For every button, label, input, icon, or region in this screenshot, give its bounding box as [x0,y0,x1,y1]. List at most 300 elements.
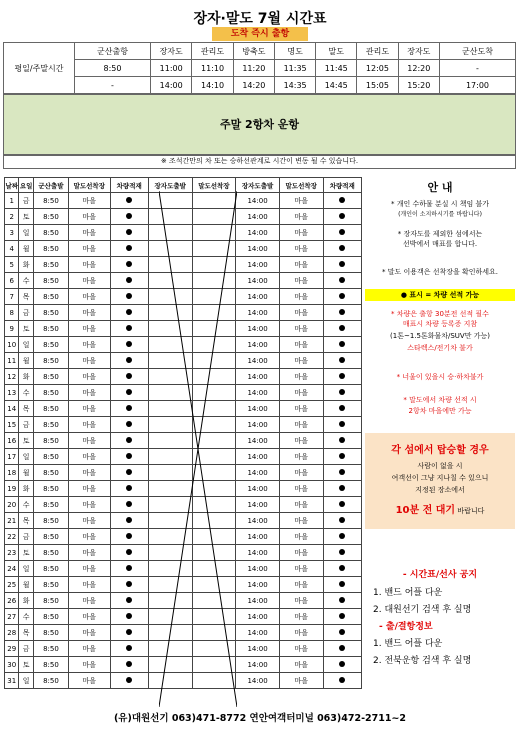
schedule-cell: 토 [19,209,33,225]
schedule-cell: 토 [19,321,33,337]
schedule-cell: 토 [19,545,33,561]
header-cell: 방축도 [233,43,274,60]
vehicle-dot-icon [126,293,132,299]
vehicle-dot-cell [323,209,361,225]
row-label: 평일/주말시간 [4,43,75,94]
schedule-cell: 14:00 [236,209,280,225]
schedule-cell: 14:00 [236,417,280,433]
schedule-cell: 월 [19,577,33,593]
vehicle-dot-cell [110,337,148,353]
schedule-cell: 목 [19,289,33,305]
schedule-cell: 15 [5,417,19,433]
time-cell: 15:05 [357,77,398,94]
schedule-cell: 14:00 [236,257,280,273]
schedule-cell: 14:00 [236,449,280,465]
schedule-cell: 마을 [69,529,111,545]
schedule-cell: 마을 [69,225,111,241]
schedule-cell: 14:00 [236,369,280,385]
info-line: 2항차 마을에만 가능 [408,407,472,415]
col-header: 차량적재 [323,178,361,193]
schedule-cell: 마을 [69,593,111,609]
vehicle-dot-icon [126,581,132,587]
schedule-cell: 일 [19,561,33,577]
schedule-cell: 14 [5,401,19,417]
vehicle-dot-icon [126,453,132,459]
page-title: 장자·말도 7월 시간표 [193,11,327,27]
time-cell: 14:45 [316,77,357,94]
schedule-cell: 8:50 [33,497,68,513]
schedule-cell: 화 [19,369,33,385]
schedule-cell: 14:00 [236,337,280,353]
vehicle-dot-icon [126,437,132,443]
schedule-cell: 마을 [279,497,323,513]
schedule-cell: 8:50 [33,209,68,225]
schedule-cell: 8:50 [33,449,68,465]
vehicle-dot-icon [339,597,345,603]
vehicle-dot-cell [323,225,361,241]
schedule-cell: 금 [19,193,33,209]
schedule-cell: 14:00 [236,481,280,497]
schedule-cell: 8:50 [33,433,68,449]
schedule-cell: 14:00 [236,657,280,673]
schedule-cell: 마을 [69,273,111,289]
schedule-cell: 마을 [279,513,323,529]
vehicle-dot-icon [126,629,132,635]
schedule-cell: 14:00 [236,513,280,529]
vehicle-dot-icon [339,341,345,347]
schedule-cell: 8:50 [33,673,68,689]
notice-text: ※ 조석간만의 차 또는 승하선관계로 시간이 변동 될 수 있습니다. [3,154,516,169]
vehicle-dot-icon [126,613,132,619]
schedule-cell: 금 [19,305,33,321]
vehicle-dot-icon [339,261,345,267]
vehicle-dot-cell [323,369,361,385]
vehicle-dot-cell [323,401,361,417]
vehicle-dot-cell [110,673,148,689]
schedule-cell: 마을 [69,369,111,385]
vehicle-dot-icon [126,245,132,251]
vehicle-dot-cell [110,529,148,545]
vehicle-dot-cell [323,273,361,289]
header-cell: 장자도 [151,43,192,60]
info-line: 각 섬에서 탑승할 경우 [391,445,489,456]
vehicle-dot-icon [126,549,132,555]
time-cell: - [440,60,516,77]
schedule-cell: 14:00 [236,401,280,417]
schedule-cell: 마을 [69,337,111,353]
schedule-cell: 마을 [279,657,323,673]
schedule-cell: 마을 [279,369,323,385]
vehicle-dot-cell [323,193,361,209]
schedule-cell: 8:50 [33,481,68,497]
cross-out-lines [159,191,237,707]
vehicle-dot-cell [110,577,148,593]
vehicle-dot-cell [323,545,361,561]
schedule-cell: 마을 [279,673,323,689]
schedule-cell: 목 [19,513,33,529]
info-heading: 안 내 [427,181,453,194]
vehicle-dot-icon [126,485,132,491]
schedule-cell: 마을 [279,353,323,369]
vehicle-dot-cell [110,593,148,609]
vehicle-dot-cell [323,465,361,481]
schedule-cell: 7 [5,289,19,305]
vehicle-dot-icon [126,261,132,267]
vehicle-dot-cell [323,385,361,401]
vehicle-dot-icon [126,373,132,379]
vehicle-dot-icon [126,357,132,363]
vehicle-dot-icon [339,645,345,651]
vehicle-dot-icon [339,581,345,587]
schedule-cell: 8:50 [33,593,68,609]
schedule-cell: 마을 [279,577,323,593]
schedule-cell: 마을 [279,289,323,305]
info-line: 10분 전 대기 [395,505,456,516]
schedule-cell: 수 [19,273,33,289]
schedule-cell: 8 [5,305,19,321]
vehicle-dot-icon [339,453,345,459]
vehicle-dot-cell [110,545,148,561]
schedule-cell: 마을 [69,321,111,337]
col-header: 날짜 [5,178,19,193]
schedule-cell: 마을 [279,609,323,625]
schedule-cell: 마을 [69,673,111,689]
vehicle-dot-icon [126,645,132,651]
vehicle-dot-icon [339,469,345,475]
info-line: - 시간표/선사 공지 [402,570,478,580]
header-cell: 말도 [316,43,357,60]
info-line: * 말도에서 차량 선적 시 [403,396,477,404]
vehicle-dot-icon [126,501,132,507]
schedule-cell: 10 [5,337,19,353]
header-cell: 명도 [275,43,316,60]
schedule-cell: 8:50 [33,385,68,401]
schedule-cell: 목 [19,625,33,641]
header-cell: 군산도착 [440,43,516,60]
header-cell: 군산출항 [75,43,151,60]
schedule-cell: 19 [5,481,19,497]
schedule-cell: 마을 [69,209,111,225]
schedule-cell: 마을 [279,337,323,353]
vehicle-dot-icon [339,293,345,299]
vehicle-dot-cell [110,257,148,273]
info-line: 여객선이 그냥 지나칠 수 있으니 [391,474,489,482]
schedule-cell: 마을 [69,657,111,673]
vehicle-dot-icon [126,341,132,347]
vehicle-dot-cell [110,641,148,657]
schedule-cell: 14:00 [236,465,280,481]
vehicle-dot-cell [110,209,148,225]
time-cell: 11:10 [192,60,233,77]
vehicle-dot-cell [323,321,361,337]
schedule-cell: 14:00 [236,673,280,689]
col-header: 장자도출발 [148,178,192,193]
time-cell: 11:35 [275,60,316,77]
time-cell: 8:50 [75,60,151,77]
schedule-cell: 마을 [69,449,111,465]
schedule-cell: 마을 [279,625,323,641]
schedule-cell: 8:50 [33,321,68,337]
col-header: 말도선착장 [69,178,111,193]
schedule-cell: 14:00 [236,593,280,609]
schedule-cell: 일 [19,337,33,353]
vehicle-dot-cell [323,529,361,545]
info-line: * 개인 수하물 분실 시 책임 불가 [391,200,489,208]
schedule-cell: 9 [5,321,19,337]
schedule-cell: 6 [5,273,19,289]
vehicle-dot-icon [339,565,345,571]
vehicle-dot-cell [110,417,148,433]
time-cell: 14:20 [233,77,274,94]
schedule-cell: 8:50 [33,305,68,321]
vehicle-dot-icon [339,309,345,315]
schedule-cell: 2 [5,209,19,225]
vehicle-dot-icon [339,245,345,251]
schedule-cell: 마을 [279,529,323,545]
vehicle-dot-cell [110,241,148,257]
vehicle-dot-cell [323,673,361,689]
vehicle-dot-icon [126,677,132,683]
vehicle-dot-cell [110,225,148,241]
schedule-cell: 월 [19,241,33,257]
vehicle-dot-icon [339,389,345,395]
schedule-cell: 마을 [279,593,323,609]
schedule-cell: 26 [5,593,19,609]
vehicle-dot-cell [323,641,361,657]
info-line: 선박에서 매표를 합니다. [402,240,478,248]
schedule-cell: 8:50 [33,369,68,385]
schedule-cell: 8:50 [33,273,68,289]
vehicle-dot-cell [110,625,148,641]
schedule-cell: 금 [19,641,33,657]
schedule-cell: 31 [5,673,19,689]
col-header: 요일 [19,178,33,193]
info-line: 바랍니다 [457,507,485,515]
schedule-cell: 28 [5,625,19,641]
schedule-cell: 8:50 [33,609,68,625]
schedule-cell: 마을 [279,241,323,257]
vehicle-dot-cell [323,657,361,673]
schedule-cell: 마을 [69,385,111,401]
schedule-cell: 21 [5,513,19,529]
vehicle-dot-icon [126,389,132,395]
schedule-cell: 마을 [69,353,111,369]
schedule-cell: 8:50 [33,337,68,353]
vehicle-dot-icon [339,517,345,523]
vehicle-dot-cell [323,257,361,273]
info-line: (1톤~1.5톤화물차/SUV만 가능) [390,332,490,340]
schedule-cell: 토 [19,657,33,673]
schedule-cell: 화 [19,257,33,273]
schedule-cell: 13 [5,385,19,401]
info-line: * 장자도를 제외한 섬에서는 [397,230,483,238]
time-cell: 15:20 [398,77,439,94]
vehicle-dot-icon [339,549,345,555]
schedule-cell: 마을 [69,577,111,593]
schedule-cell: 마을 [69,433,111,449]
schedule-cell: 월 [19,353,33,369]
vehicle-dot-icon [126,309,132,315]
vehicle-dot-cell [323,289,361,305]
vehicle-dot-icon [339,677,345,683]
vehicle-dot-cell [110,321,148,337]
schedule-cell: 화 [19,593,33,609]
vehicle-dot-icon [126,405,132,411]
vehicle-dot-cell [110,289,148,305]
schedule-cell: 마을 [279,193,323,209]
info-line: 1. 밴드 어플 다운 [373,588,443,598]
vehicle-dot-icon [339,533,345,539]
vehicle-dot-cell [110,369,148,385]
vehicle-dot-icon [339,421,345,427]
schedule-cell: 14:00 [236,561,280,577]
col-header: 말도선착장 [192,178,236,193]
vehicle-dot-icon [339,629,345,635]
vehicle-dot-cell [110,449,148,465]
vehicle-dot-cell [323,337,361,353]
schedule-cell: 11 [5,353,19,369]
schedule-cell: 17 [5,449,19,465]
schedule-cell: 마을 [69,193,111,209]
header-cell: 관리도 [192,43,233,60]
vehicle-dot-icon [339,325,345,331]
schedule-cell: 마을 [69,513,111,529]
info-line: 지정된 장소에서 [415,486,465,494]
schedule-cell: 일 [19,673,33,689]
schedule-cell: 3 [5,225,19,241]
schedule-cell: 4 [5,241,19,257]
vehicle-dot-icon [339,229,345,235]
schedule-cell: 5 [5,257,19,273]
schedule-cell: 마을 [69,497,111,513]
schedule-cell: 수 [19,385,33,401]
schedule-cell: 14:00 [236,529,280,545]
schedule-cell: 14:00 [236,385,280,401]
info-line: - 출/결항정보 [379,622,433,632]
info-line: 1. 밴드 어플 다운 [373,639,443,649]
vehicle-mark-legend: ● 표시 = 차량 선적 가능 [365,289,515,301]
schedule-cell: 14:00 [236,305,280,321]
vehicle-dot-icon [126,325,132,331]
time-cell: 14:35 [275,77,316,94]
vehicle-dot-cell [110,305,148,321]
vehicle-dot-cell [323,449,361,465]
schedule-cell: 마을 [69,465,111,481]
vehicle-dot-icon [339,661,345,667]
vehicle-dot-cell [323,625,361,641]
col-header: 군산출발 [33,178,68,193]
schedule-cell: 마을 [69,417,111,433]
schedule-cell: 8:50 [33,417,68,433]
vehicle-dot-icon [126,469,132,475]
vehicle-dot-icon [339,373,345,379]
vehicle-dot-icon [126,533,132,539]
schedule-cell: 마을 [69,625,111,641]
schedule-cell: 마을 [69,241,111,257]
vehicle-dot-icon [339,437,345,443]
timetable-summary [3,42,516,94]
schedule-cell: 일 [19,225,33,241]
info-line: 사람이 없을 시 [417,462,463,470]
vehicle-dot-cell [110,465,148,481]
vehicle-dot-cell [110,561,148,577]
vehicle-dot-cell [110,481,148,497]
time-cell: 11:00 [151,60,192,77]
schedule-cell: 마을 [279,273,323,289]
col-header: 차량적재 [110,178,148,193]
schedule-cell: 8:50 [33,257,68,273]
schedule-cell: 마을 [69,545,111,561]
vehicle-dot-cell [110,433,148,449]
vehicle-dot-icon [126,421,132,427]
schedule-cell: 마을 [279,385,323,401]
vehicle-dot-cell [323,577,361,593]
vehicle-dot-cell [110,609,148,625]
schedule-cell: 마을 [279,449,323,465]
footer-contact: (유)대원선기 063)471-8772 연안여객터미널 063)472-2711~2 [113,713,407,724]
info-line: * 너울이 있을시 승·하차불가 [396,373,484,381]
schedule-cell: 8:50 [33,353,68,369]
header-cell: 장자도 [398,43,439,60]
vehicle-dot-cell [110,273,148,289]
vehicle-dot-cell [110,657,148,673]
schedule-cell: 14:00 [236,321,280,337]
schedule-cell: 마을 [279,321,323,337]
vehicle-dot-icon [339,405,345,411]
schedule-cell: 마을 [69,481,111,497]
schedule-cell: 8:50 [33,241,68,257]
vehicle-dot-icon [126,197,132,203]
schedule-cell: 마을 [279,401,323,417]
vehicle-dot-icon [339,277,345,283]
schedule-cell: 14:00 [236,497,280,513]
schedule-cell: 마을 [279,545,323,561]
schedule-cell: 마을 [279,417,323,433]
vehicle-dot-icon [339,501,345,507]
vehicle-dot-cell [323,561,361,577]
schedule-cell: 8:50 [33,577,68,593]
schedule-cell: 14:00 [236,609,280,625]
schedule-cell: 마을 [69,257,111,273]
vehicle-dot-cell [323,497,361,513]
info-line: (개인이 소지하시기를 바랍니다) [398,211,482,218]
vehicle-dot-icon [126,213,132,219]
schedule-cell: 마을 [279,433,323,449]
vehicle-dot-icon [339,197,345,203]
schedule-cell: 8:50 [33,545,68,561]
schedule-cell: 마을 [279,465,323,481]
schedule-cell: 30 [5,657,19,673]
info-line: 2. 전북운항 검색 후 실명 [373,656,472,666]
schedule-cell: 24 [5,561,19,577]
vehicle-dot-icon [339,485,345,491]
schedule-cell: 목 [19,401,33,417]
schedule-cell: 마을 [69,401,111,417]
schedule-cell: 마을 [279,257,323,273]
weekend-note: 주말 2항차 운항 [3,94,516,156]
time-cell: 11:20 [233,60,274,77]
schedule-cell: 12 [5,369,19,385]
schedule-cell: 14:00 [236,625,280,641]
schedule-cell: 수 [19,497,33,513]
vehicle-dot-cell [323,433,361,449]
vehicle-dot-icon [126,229,132,235]
time-cell: 14:00 [151,77,192,94]
vehicle-dot-cell [323,513,361,529]
schedule-cell: 23 [5,545,19,561]
schedule-cell: 22 [5,529,19,545]
vehicle-dot-cell [323,609,361,625]
